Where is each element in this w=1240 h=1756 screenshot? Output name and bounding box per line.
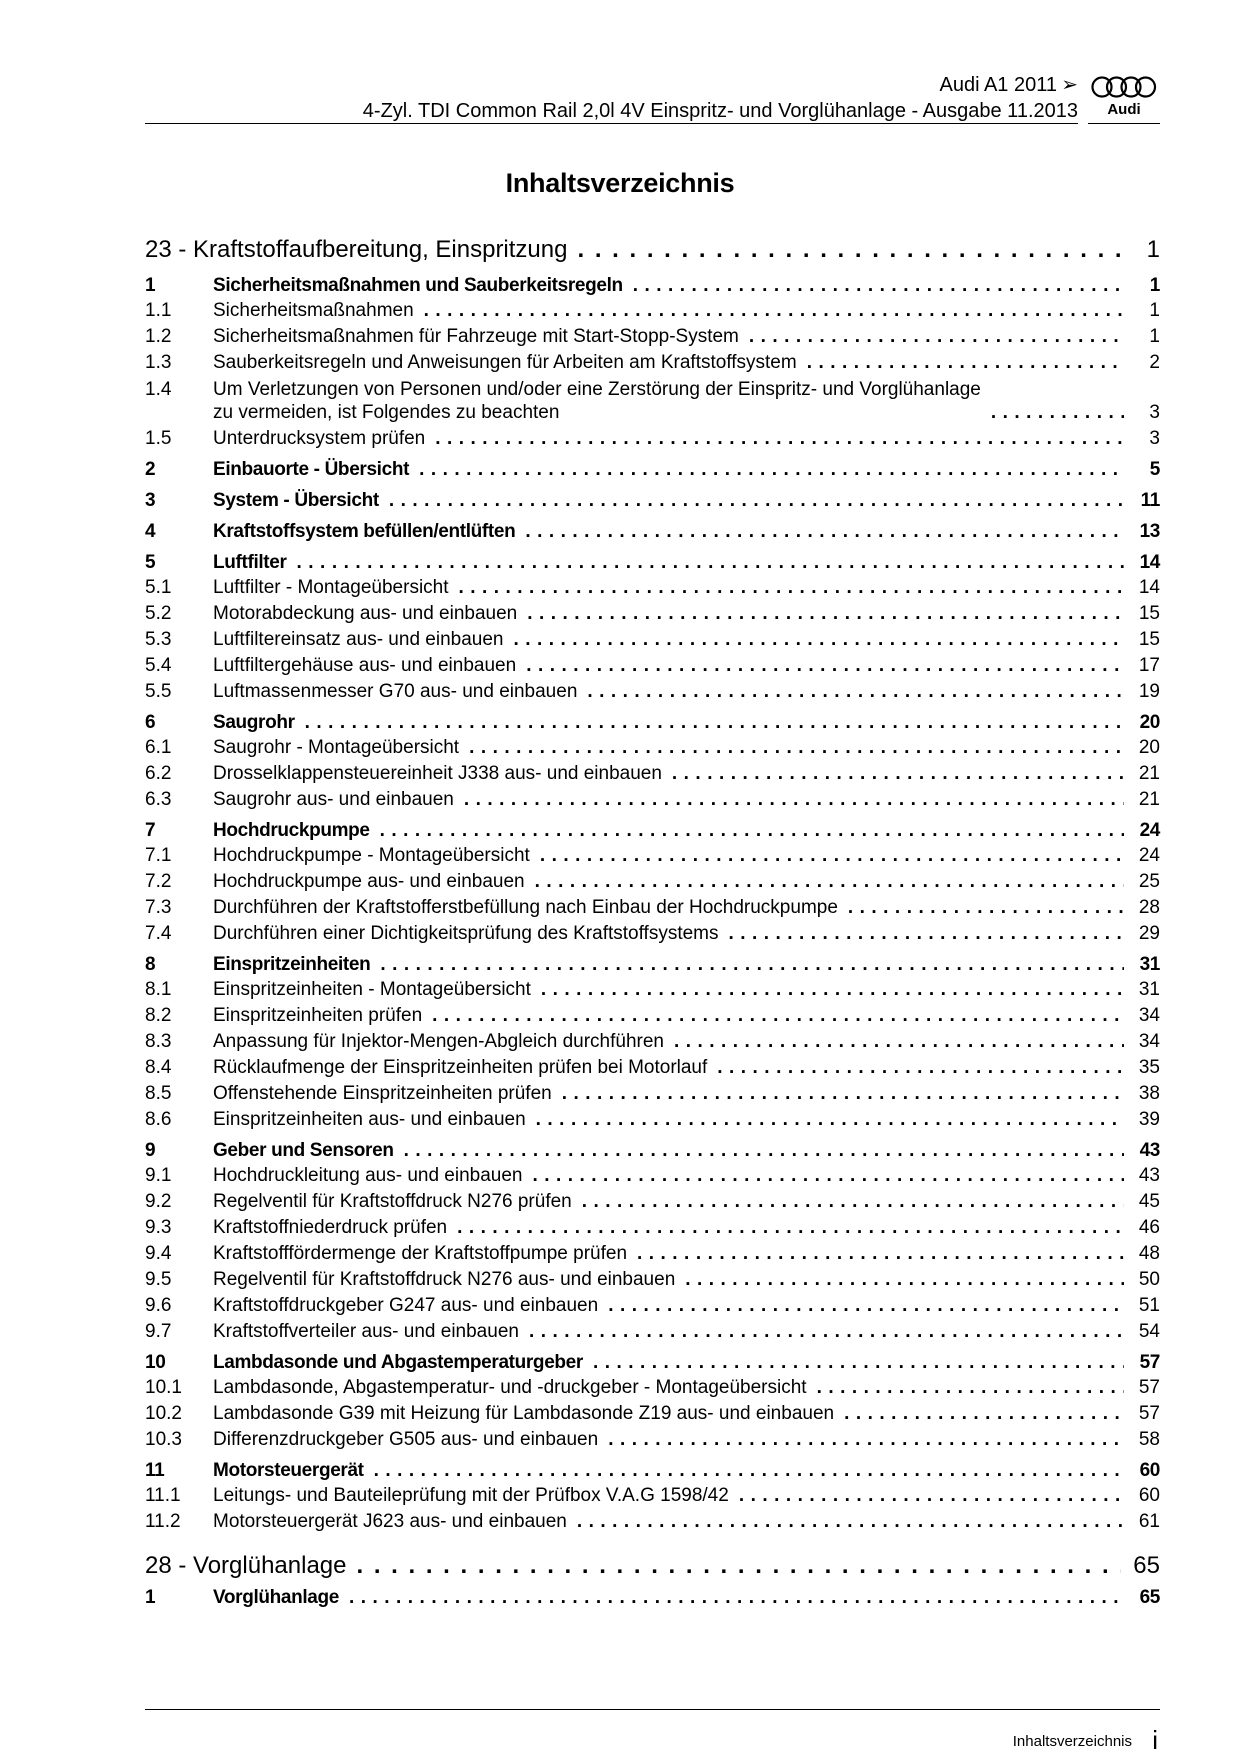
toc-subsection[interactable] [145,1295,1160,1317]
dot-leader [347,1552,1122,1580]
toc-page: 65 [1133,1552,1160,1579]
toc-subsection[interactable] [145,378,1160,424]
toc-section[interactable] [145,1587,1160,1609]
toc-page: 20 [1138,737,1160,758]
toc-page: 57 [1138,1403,1160,1424]
toc-num: 8 [145,954,156,975]
toc-num: 1.4 [145,379,172,400]
toc-page: 31 [1138,979,1160,1000]
toc-num: 8.5 [145,1083,172,1104]
dot-leader [449,577,1124,599]
toc-section[interactable] [145,712,1160,734]
toc-page: 65 [1139,1587,1160,1608]
toc-num: 9 [145,1140,156,1161]
toc-page: 14 [1138,577,1160,598]
toc-page: 1 [1149,275,1160,296]
toc-num: 11 [145,1460,165,1481]
toc-label: Saugrohr [213,712,295,733]
dot-leader [664,1031,1124,1053]
dot-leader [729,1485,1124,1507]
toc-subsection[interactable] [145,1429,1160,1451]
toc-page: 45 [1138,1191,1160,1212]
toc-label: Offenstehende Einspritzeinheiten prüfen [213,1083,552,1104]
toc-num: 9.4 [145,1243,172,1264]
toc-page: 34 [1138,1005,1160,1026]
toc-label: Luftmassenmesser G70 aus- und einbauen [213,681,578,702]
toc-label: Geber und Sensoren [213,1140,394,1161]
toc-num: 9.1 [145,1165,172,1186]
toc-num: 7.2 [145,871,172,892]
header-subtitle: 4-Zyl. TDI Common Rail 2,0l 4V Einspritz- und Vorglühanlage - Ausgabe 11.2013 [362,100,1078,122]
toc-label: Luftfilter [213,552,287,573]
toc-page: 15 [1138,603,1160,624]
toc-label: Luftfilter - Montageübersicht [213,577,449,598]
toc-section[interactable] [145,954,1160,976]
toc-num: 7.1 [145,845,172,866]
toc-subsection[interactable] [145,352,1160,374]
toc-num: 10.2 [145,1403,182,1424]
toc-label: Kraftstofffördermenge der Kraftstoffpumpe prüfen [213,1243,628,1264]
toc-label: Saugrohr - Montageübersicht [213,737,460,758]
dot-leader [370,954,1124,976]
toc-page: 15 [1138,629,1160,650]
toc-label: Regelventil für Kraftstoffdruck N276 prüfen [213,1191,572,1212]
toc-label: Motorabdeckung aus- und einbauen [213,603,518,624]
dot-leader [409,459,1124,481]
toc-page: 51 [1138,1295,1160,1316]
toc-num: 11.1 [145,1485,181,1506]
toc-label-line-1: Um Verletzungen von Personen und/oder eine Zerstörung der Einspritz- und Vorglühanlage [213,379,981,400]
toc-label: Luftfiltergehäuse aus- und einbauen [213,655,517,676]
toc-num: 8.6 [145,1109,172,1130]
toc-page: 2 [1149,352,1160,373]
toc-page: 46 [1138,1217,1160,1238]
toc-label: Motorsteuergerät [213,1460,364,1481]
toc-num: 6 [145,712,156,733]
header-logo-rule [1088,123,1160,124]
toc-subsection[interactable] [145,428,1160,450]
toc-page: 58 [1138,1429,1160,1450]
toc-num: 5 [145,552,156,573]
toc-subsection[interactable] [145,1031,1160,1053]
toc-page: 5 [1149,459,1160,480]
toc-label: Lambdasonde, Abgastemperatur- und -druckgeber - Montageübersicht [213,1377,807,1398]
toc-page: 50 [1138,1269,1160,1290]
dot-leader [834,1403,1124,1425]
toc-subsection[interactable] [145,1005,1160,1027]
toc-page: 3 [1149,428,1160,449]
toc-subsection[interactable] [145,1403,1160,1425]
toc-label: Sicherheitsmaßnahmen und Sauberkeitsregeln [213,275,623,296]
toc-page: 24 [1139,820,1160,841]
toc-section[interactable] [145,521,1160,543]
dot-leader [422,1005,1124,1027]
toc-subsection[interactable] [145,979,1160,1001]
dot-leader [583,1352,1124,1374]
header-model: Audi A1 2011 [939,74,1057,96]
toc-num: 6.3 [145,789,172,810]
toc-num: 6.2 [145,763,172,784]
toc-chapter-label: 23 - Kraftstoffaufbereitung, Einspritzung [145,236,568,263]
toc-label-multiline [213,378,981,424]
dot-leader [454,789,1124,811]
toc-num: 8.1 [145,979,172,1000]
toc-section[interactable] [145,459,1160,481]
toc-num: 1 [145,1587,156,1608]
dot-leader [523,1165,1125,1187]
page-title: Inhaltsverzeichnis [505,168,735,198]
toc-label: Anpassung für Injektor-Mengen-Abgleich durchführen [213,1031,664,1052]
toc-chapter[interactable] [145,1552,1160,1580]
dot-leader [526,1109,1124,1131]
toc-page: 61 [1138,1511,1160,1532]
dot-leader [370,820,1124,842]
toc-subsection[interactable] [145,1243,1160,1265]
dot-leader [981,402,1124,424]
dot-leader [519,1321,1124,1343]
toc-num: 1 [145,275,156,296]
toc-subsection[interactable] [145,897,1160,919]
footer-rule [145,1709,1160,1710]
toc-page: 48 [1138,1243,1160,1264]
dot-leader [517,603,1124,625]
audi-logo-text: Audi [1107,101,1141,118]
toc-page: 1 [1146,236,1160,263]
toc-subsection[interactable] [145,577,1160,599]
dot-leader [287,552,1124,574]
toc-chapter-label: 28 - Vorglühanlage [145,1552,347,1579]
footer-text: Inhaltsverzeichnis [1012,1733,1132,1750]
audi-logo [1088,72,1160,120]
toc-label: Rücklaufmenge der Einspritzeinheiten prüfen bei Motorlauf [213,1057,708,1078]
toc-label: Saugrohr aus- und einbauen [213,789,454,810]
toc-num: 7.3 [145,897,172,918]
toc-label-line-2: zu vermeiden, ist Folgendes zu beachten [213,402,560,423]
toc-label: Durchführen einer Dichtigkeitsprüfung des Kraftstoffsystems [213,923,719,944]
toc-num: 9.6 [145,1295,172,1316]
toc-num: 5.5 [145,681,172,702]
toc-label: Sauberkeitsregeln und Anweisungen für Arbeiten am Kraftstoffsystem [213,352,797,373]
toc-subsection[interactable] [145,1377,1160,1399]
dot-leader [295,712,1124,734]
toc-section[interactable] [145,275,1160,297]
dot-leader [572,1191,1124,1213]
dot-leader [525,871,1124,893]
toc-num: 1.2 [145,326,172,347]
toc-label: Einspritzeinheiten prüfen [213,1005,423,1026]
toc-subsection[interactable] [145,629,1160,651]
toc-page: 38 [1138,1083,1160,1104]
toc-num: 5.4 [145,655,172,676]
toc-num: 1.1 [145,300,172,321]
toc-label: Hochdruckpumpe aus- und einbauen [213,871,525,892]
dot-leader [379,490,1124,512]
toc-subsection[interactable] [145,789,1160,811]
toc-subsection[interactable] [145,1165,1160,1187]
toc-num: 7 [145,820,156,841]
toc-label: Motorsteuergerät J623 aus- und einbauen [213,1511,567,1532]
toc-label: Luftfiltereinsatz aus- und einbauen [213,629,504,650]
toc-label: Regelventil für Kraftstoffdruck N276 aus- und einbauen [213,1269,676,1290]
toc-label: Einspritzeinheiten aus- und einbauen [213,1109,526,1130]
toc-page: 11 [1140,490,1160,511]
dot-leader [530,845,1124,867]
toc-label: Kraftstoffsystem befüllen/entlüften [213,521,516,542]
toc-label: Durchführen der Kraftstofferstbefüllung nach Einbau der Hochdruckpumpe [213,897,838,918]
toc-subsection[interactable] [145,871,1160,893]
toc-page: 34 [1138,1031,1160,1052]
dot-leader [339,1587,1124,1609]
toc-page: 17 [1138,655,1160,676]
dot-leader [567,1511,1124,1533]
arrow-icon: ➢ [1061,74,1078,96]
dot-leader [577,681,1124,703]
toc-num: 1.3 [145,352,172,373]
toc-page: 60 [1138,1485,1160,1506]
toc-page: 60 [1139,1460,1160,1481]
toc-page: 3 [1149,402,1160,423]
toc-label: Hochdruckleitung aus- und einbauen [213,1165,523,1186]
toc-section[interactable] [145,1460,1160,1482]
footer-page-number: i [1152,1725,1158,1755]
toc-label: Lambdasonde und Abgastemperaturgeber [213,1352,583,1373]
toc-label: Kraftstoffverteiler aus- und einbauen [213,1321,519,1342]
toc-subsection[interactable] [145,1217,1160,1239]
toc-label: Differenzdruckgeber G505 aus- und einbauen [213,1429,599,1450]
header-rule [145,123,1078,124]
toc-label: Kraftstoffniederdruck prüfen [213,1217,448,1238]
toc-num: 10 [145,1352,166,1373]
dot-leader [364,1460,1124,1482]
toc-num: 9.7 [145,1321,172,1342]
toc-subsection[interactable] [145,737,1160,759]
toc-label: Kraftstoffdruckgeber G247 aus- und einbauen [213,1295,599,1316]
toc-label: Einspritzeinheiten - Montageübersicht [213,979,531,1000]
toc-page: 43 [1138,1165,1160,1186]
toc-subsection[interactable] [145,1321,1160,1343]
dot-leader [739,326,1124,348]
toc-page: 25 [1138,871,1160,892]
toc-subsection[interactable] [145,1485,1160,1507]
toc-page: 14 [1139,552,1160,573]
toc-label: Einbauorte - Übersicht [213,459,410,480]
toc-subsection[interactable] [145,1057,1160,1079]
dot-leader [623,275,1124,297]
toc-num: 2 [145,459,156,480]
dot-leader [675,1269,1124,1291]
toc-subsection[interactable] [145,923,1160,945]
toc-num: 9.3 [145,1217,172,1238]
toc-subsection[interactable] [145,681,1160,703]
toc-label: Hochdruckpumpe [213,820,370,841]
dot-leader [567,236,1124,264]
dot-leader [503,629,1124,651]
dot-leader [531,979,1124,1001]
toc-label: Hochdruckpumpe - Montageübersicht [213,845,530,866]
toc-label: Unterdrucksystem prüfen [213,428,426,449]
toc-num: 7.4 [145,923,172,944]
dot-leader [662,763,1124,785]
toc-subsection[interactable] [145,1109,1160,1131]
dot-leader [459,737,1124,759]
toc-page: 21 [1138,789,1160,810]
toc-page: 31 [1139,954,1160,975]
toc-page: 24 [1138,845,1160,866]
toc-subsection[interactable] [145,1269,1160,1291]
toc-label: Vorglühanlage [213,1587,340,1608]
dot-leader [516,655,1124,677]
dot-leader [394,1140,1124,1162]
dot-leader [707,1057,1124,1079]
toc-subsection[interactable] [145,763,1160,785]
toc-subsection[interactable] [145,1083,1160,1105]
toc-num: 8.2 [145,1005,172,1026]
toc-page: 57 [1139,1352,1160,1373]
toc-subsection[interactable] [145,845,1160,867]
dot-leader [414,300,1124,322]
toc-page: 29 [1138,923,1160,944]
dot-leader [598,1429,1124,1451]
toc-num: 4 [145,521,156,542]
toc-num: 1.5 [145,428,172,449]
toc-num: 8.4 [145,1057,172,1078]
toc-section[interactable] [145,552,1160,574]
toc-num: 3 [145,490,156,511]
toc-label: Leitungs- und Bauteileprüfung mit der Prüfbox V.A.G 1598/42 [213,1485,729,1506]
toc-num: 5.1 [145,577,172,598]
dot-leader [627,1243,1124,1265]
toc-num: 5.3 [145,629,172,650]
page-header [145,72,1160,126]
dot-leader [807,1377,1124,1399]
toc-subsection[interactable] [145,603,1160,625]
toc-num: 5.2 [145,603,172,624]
dot-leader [515,521,1124,543]
dot-leader [447,1217,1124,1239]
toc-label: Sicherheitsmaßnahmen [213,300,414,321]
toc-num: 9.2 [145,1191,172,1212]
dot-leader [838,897,1124,919]
toc-page: 13 [1139,521,1160,542]
toc-page: 57 [1138,1377,1160,1398]
toc-label: Einspritzeinheiten [213,954,371,975]
dot-leader [719,923,1125,945]
dot-leader [797,352,1124,374]
toc-num: 11.2 [145,1511,181,1532]
toc-num: 6.1 [145,737,172,758]
toc-label: System - Übersicht [213,490,379,511]
toc-label: Drosselklappensteuereinheit J338 aus- und einbauen [213,763,662,784]
toc-page: 20 [1139,712,1160,733]
toc-page: 54 [1138,1321,1160,1342]
toc-num: 8.3 [145,1031,172,1052]
dot-leader [598,1295,1124,1317]
toc-label: Sicherheitsmaßnahmen für Fahrzeuge mit Start-Stopp-System [213,326,739,347]
dot-leader [425,428,1124,450]
toc-page: 39 [1138,1109,1160,1130]
toc-subsection[interactable] [145,655,1160,677]
toc-page: 1 [1149,300,1160,321]
toc-num: 10.3 [145,1429,182,1450]
toc-subsection[interactable] [145,1511,1160,1533]
toc-num: 10.1 [145,1377,182,1398]
toc-section[interactable] [145,1140,1160,1162]
dot-leader [552,1083,1124,1105]
toc-section[interactable] [145,820,1160,842]
toc-page: 21 [1138,763,1160,784]
toc-num: 9.5 [145,1269,172,1290]
toc-page: 28 [1138,897,1160,918]
toc-subsection[interactable] [145,1191,1160,1213]
toc-chapter[interactable] [145,236,1160,264]
toc-page: 35 [1138,1057,1160,1078]
toc-section[interactable] [145,1352,1160,1374]
toc-subsection[interactable] [145,300,1160,322]
toc-page: 43 [1139,1140,1160,1161]
toc-section[interactable] [145,490,1160,512]
toc-page: 1 [1149,326,1160,347]
toc-page: 19 [1138,681,1160,702]
toc-subsection[interactable] [145,326,1160,348]
toc-label: Lambdasonde G39 mit Heizung für Lambdasonde Z19 aus- und einbauen [213,1403,835,1424]
